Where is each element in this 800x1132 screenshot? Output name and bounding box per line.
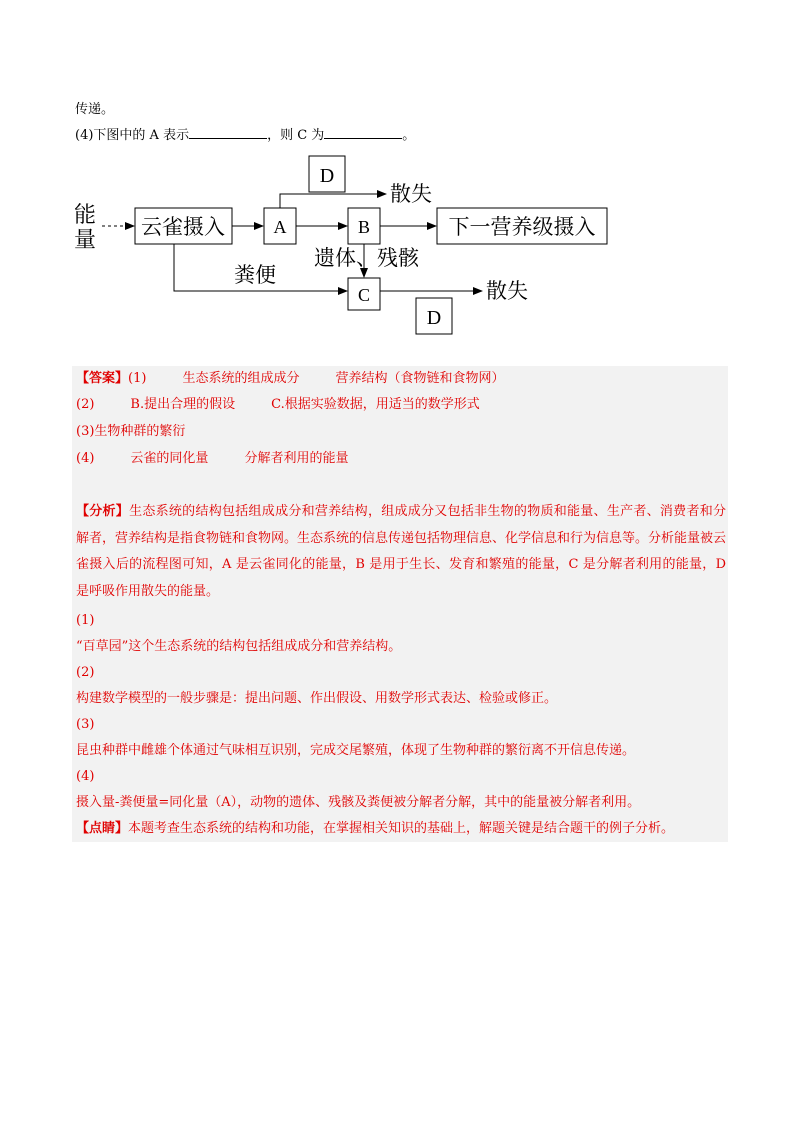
answer-4-part-2: 分解者利用的能量 (244, 451, 349, 466)
answer-blank-a (189, 126, 267, 139)
answer-1-part-1: 生态系统的组成成分 (182, 371, 300, 386)
answer-2-part-2: C.根据实验数据，用适当的数学形式 (271, 397, 480, 412)
analysis-4-text: 摄入量-粪便量=同化量（A），动物的遗体、残骸及粪便被分解者分解，其中的能量被分解者利用。 (76, 795, 641, 810)
answer-4-num: (4) (76, 451, 95, 466)
comment-text: 本题考查生态系统的结构和功能，在掌握相关知识的基础上，解题关键是结合题干的例子分析。 (128, 821, 675, 836)
energy-label-2: 量 (74, 227, 97, 252)
dissipate-bottom-label: 散失 (486, 279, 528, 303)
analysis-2-text: 构建数学模型的一般步骤是：提出问题、作出假设、用数学形式表达、检验或修正。 (76, 691, 558, 706)
box-b-label: B (357, 217, 371, 237)
answer-4-part-1: 云雀的同化量 (130, 451, 209, 466)
analysis-1-num: (1) (76, 613, 95, 628)
energy-flow-diagram (70, 148, 596, 343)
comment-label: 【点睛】 (76, 821, 129, 836)
box-d-bottom-label: D (426, 307, 442, 329)
question-4-end: 。 (402, 128, 416, 143)
next-level-label: 下一营养级摄入 (448, 215, 596, 239)
answer-1-part-2: 营养结构（食物链和食物网） (335, 371, 505, 386)
analysis-3-num: (3) (76, 717, 95, 732)
answer-row-4 (76, 450, 348, 468)
ingest-label: 云雀摄入 (141, 215, 225, 239)
question-4-prefix: (4)下图中的 A 表示 (75, 128, 190, 143)
a-to-dissipate-arrow (280, 194, 386, 208)
analysis-3-text: 昆虫种群中雌雄个体通过气味相互识别，完成交尾繁殖，体现了生物种群的繁衍离不开信息传递。 (76, 743, 636, 758)
remains-label: 遗体、残骸 (314, 246, 419, 270)
analysis-4-num: (4) (76, 769, 95, 784)
answer-2-num: (2) (76, 397, 95, 412)
answer-1-num: (1) (128, 371, 147, 386)
feces-label: 粪便 (234, 263, 276, 287)
analysis-label: 【分析】 (76, 504, 130, 519)
question-4-mid: ，则 C 为 (267, 128, 325, 143)
answer-row-3: (3)生物种群的繁衍 (76, 424, 186, 439)
box-d-top-label: D (319, 165, 335, 187)
answer-row-1 (76, 370, 504, 388)
analysis-text: 生态系统的结构包括组成成分和营养结构，组成成分又包括非生物的物质和能量、生产者、消费者和分解者，营养结构是指食物链和食物网。生态系统的信息传递包括物理信息、化学信息和行为信息等。分析能量被云雀摄入后的流程图可知，A 是云雀同化的能量，B 是用于生长、发育和繁殖的能量，C 是分解者利用的能量，D 是呼吸作用散失的能量。 (76, 504, 727, 599)
dissipate-top-label: 散失 (390, 182, 432, 206)
box-a-label: A (273, 217, 287, 237)
analysis-1-text: “百草园”这个生态系统的结构包括组成成分和营养结构。 (76, 639, 402, 654)
analysis-paragraph (76, 499, 726, 605)
energy-label-1: 能 (74, 202, 97, 227)
question-4 (75, 126, 415, 145)
box-c-label: C (357, 285, 371, 305)
answer-2-part-1: B.提出合理的假设 (130, 397, 236, 412)
answer-label: 【答案】 (76, 371, 129, 386)
previous-question-tail: 传递。 (75, 102, 115, 117)
answer-row-2 (76, 396, 480, 414)
analysis-2-num: (2) (76, 665, 95, 680)
comment-row (76, 820, 674, 838)
answer-blank-c (324, 126, 402, 139)
